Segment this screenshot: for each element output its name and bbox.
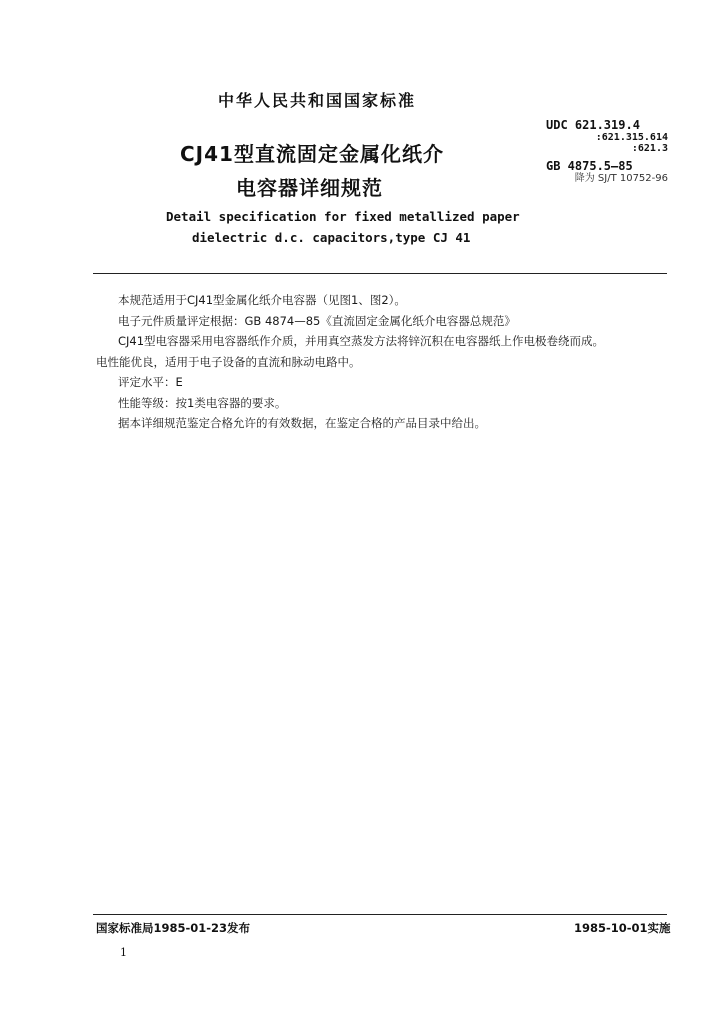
standard-type-heading: 中华人民共和国国家标准 (218, 91, 417, 110)
body-paragraph-scope: 本规范适用于CJ41型金属化纸介电容器（见图1、图2）。 (118, 293, 406, 307)
body-paragraph-basis: 电子元件质量评定根据：GB 4874—85《直流固定金属化纸介电容器总规范》 (118, 313, 516, 328)
udc-code-line-3: :621.3 (631, 143, 668, 154)
udc-code-line-2: :621.315.614 (595, 132, 668, 143)
top-divider (93, 273, 667, 274)
body-paragraph-qualified-data: 据本详细规范鉴定合格允许的有效数据，在鉴定合格的产品目录中给出。 (118, 416, 486, 430)
document-body (96, 290, 670, 434)
title-en-line-1: Detail specification for fixed metallized paper (166, 209, 520, 224)
bottom-divider (93, 914, 667, 915)
effective-date: 1985-10-01实施 (574, 921, 671, 935)
page-number: 1 (120, 946, 127, 959)
title-zh-line-2: 电容器详细规范 (236, 176, 383, 200)
body-paragraph-performance-grade: 性能等级：按1类电容器的要求。 (118, 395, 287, 410)
replaced-note: 降为 SJ/T 10752-96 (574, 173, 668, 184)
title-zh-line-1: CJ41型直流固定金属化纸介 (180, 142, 444, 166)
classification-block (546, 118, 668, 185)
body-paragraph-construction: CJ41型电容器采用电容器纸作介质，并用真空蒸发方法将锌沉积在电容器纸上作电极卷绕而成。 (118, 334, 605, 348)
issue-date: 国家标准局1985-01-23发布 (96, 921, 251, 935)
body-paragraph-construction-cont: 电性能优良，适用于电子设备的直流和脉动电路中。 (96, 354, 361, 369)
body-paragraph-assessment-level: 评定水平：E (118, 375, 183, 389)
udc-code: UDC 621.319.4 (546, 118, 640, 132)
gb-standard-number: GB 4875.5—85 (546, 159, 633, 173)
title-en-line-2: dielectric d.c. capacitors,type CJ 41 (192, 230, 471, 245)
